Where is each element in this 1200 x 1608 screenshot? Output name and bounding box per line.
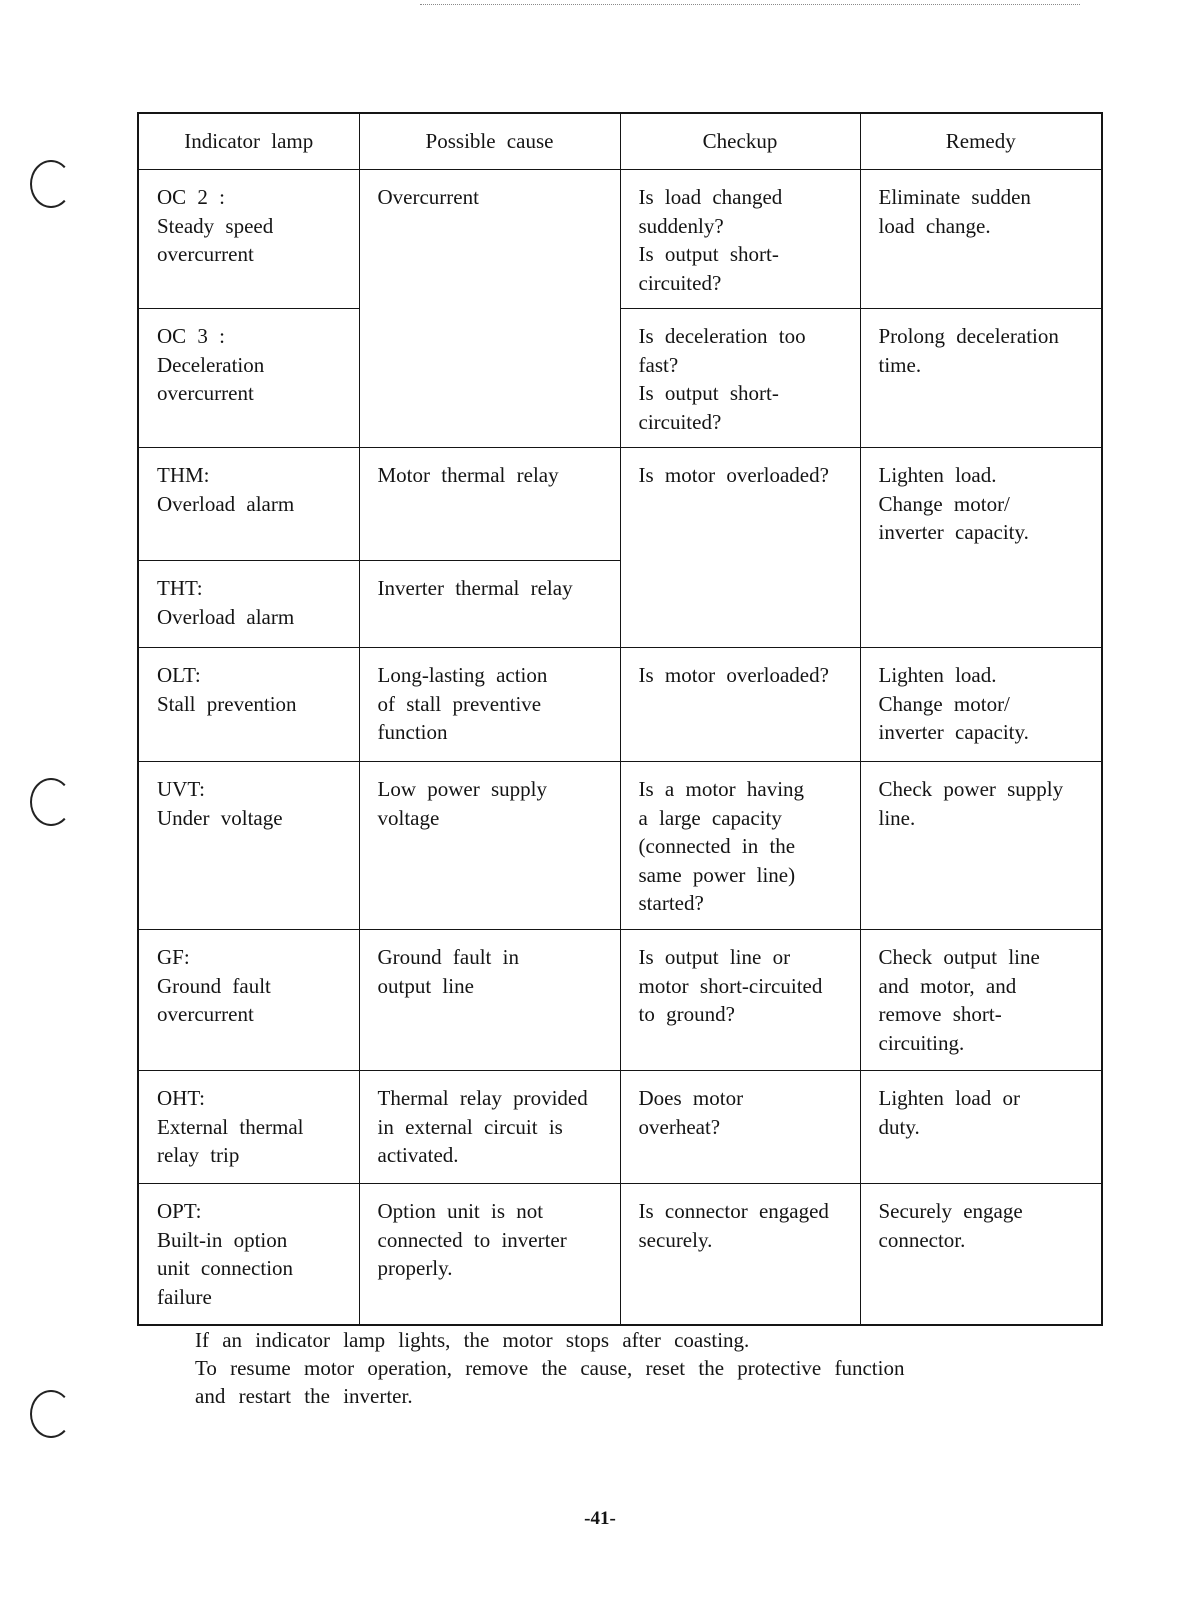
- checkup-text: circuited?: [638, 270, 722, 295]
- remedy-cell: [860, 170, 1102, 309]
- remedy-text: load change.: [878, 213, 991, 238]
- checkup-text: motor short-circuited: [638, 973, 823, 998]
- remedy-text: Lighten load.: [878, 463, 997, 487]
- lamp-code: OC 2 :: [157, 185, 226, 209]
- lamp-cell: [138, 309, 359, 448]
- remedy-cell: [860, 1184, 1102, 1326]
- remedy-text: Prolong deceleration: [878, 324, 1059, 348]
- troubleshooting-table: [137, 112, 1103, 1326]
- cause-text: Motor thermal relay: [377, 463, 559, 487]
- checkup-text: Is load changed: [638, 185, 783, 209]
- checkup-text: Is deceleration too: [638, 324, 806, 348]
- checkup-text: a large capacity: [638, 805, 782, 830]
- lamp-text: Overload alarm: [157, 491, 295, 516]
- cause-text: in external circuit is: [377, 1114, 563, 1139]
- remedy-cell: [860, 762, 1102, 930]
- cause-text: Low power supply: [377, 777, 547, 801]
- table-row: [138, 648, 1102, 762]
- header-checkup: Checkup: [620, 113, 860, 170]
- remedy-text: circuiting.: [878, 1030, 965, 1055]
- lamp-cell: [138, 762, 359, 930]
- checkup-text: overheat?: [638, 1114, 721, 1139]
- remedy-text: Change motor/: [878, 691, 1010, 716]
- lamp-text: Ground fault: [157, 973, 271, 998]
- lamp-cell: [138, 170, 359, 309]
- cause-text: function: [377, 720, 448, 744]
- note-line: and restart the inverter.: [195, 1384, 413, 1408]
- cause-cell: [359, 648, 620, 762]
- checkup-cell: [620, 762, 860, 930]
- checkup-cell: [620, 1071, 860, 1184]
- lamp-text: External thermal: [157, 1114, 304, 1139]
- note-line: To resume motor operation, remove the cause, reset the protective function: [195, 1356, 905, 1380]
- remedy-text: inverter capacity.: [878, 520, 1029, 544]
- punch-hole-middle: [30, 778, 72, 826]
- cause-cell: [359, 1071, 620, 1184]
- lamp-text: Steady speed: [157, 213, 274, 238]
- table-row: [138, 170, 1102, 309]
- lamp-text: overcurrent: [157, 242, 254, 266]
- lamp-code: THT:: [157, 576, 203, 600]
- lamp-text: Overload alarm: [157, 604, 295, 629]
- scan-top-rule: [420, 4, 1080, 5]
- footer-note: [195, 1326, 904, 1410]
- lamp-text: failure: [157, 1284, 212, 1309]
- checkup-cell: [620, 309, 860, 448]
- checkup-cell: [620, 648, 860, 762]
- cause-text: of stall preventive: [377, 691, 542, 716]
- checkup-text: started?: [638, 891, 704, 915]
- lamp-code: UVT:: [157, 777, 205, 801]
- remedy-text: inverter capacity.: [878, 720, 1029, 744]
- cause-text: connected to inverter: [377, 1227, 567, 1252]
- table-row: [138, 762, 1102, 930]
- remedy-text: Eliminate sudden: [878, 185, 1031, 209]
- lamp-cell: [138, 448, 359, 561]
- remedy-text: time.: [878, 352, 922, 377]
- cause-text: Ground fault in: [377, 945, 519, 969]
- table-row: [138, 930, 1102, 1071]
- table-row: [138, 1184, 1102, 1326]
- lamp-code: OLT:: [157, 663, 201, 687]
- remedy-cell: [860, 1071, 1102, 1184]
- lamp-text: Stall prevention: [157, 691, 297, 716]
- remedy-cell: [860, 930, 1102, 1071]
- remedy-text: remove short-: [878, 1002, 1002, 1026]
- lamp-code: OPT:: [157, 1199, 202, 1223]
- lamp-text: Deceleration: [157, 352, 265, 377]
- checkup-text: securely.: [638, 1227, 713, 1252]
- remedy-text: Lighten load.: [878, 663, 997, 687]
- header-indicator-lamp: Indicator lamp: [138, 113, 359, 170]
- remedy-text: line.: [878, 805, 916, 830]
- cause-cell: [359, 930, 620, 1071]
- header-remedy: Remedy: [860, 113, 1102, 170]
- table-row: [138, 448, 1102, 561]
- checkup-cell: [620, 448, 860, 648]
- remedy-text: Check output line: [878, 945, 1040, 969]
- cause-text: Overcurrent: [377, 185, 479, 209]
- remedy-text: connector.: [878, 1227, 966, 1252]
- remedy-cell: [860, 448, 1102, 648]
- checkup-text: Is motor overloaded?: [638, 463, 829, 487]
- cause-cell: [359, 170, 620, 448]
- cause-cell: [359, 561, 620, 648]
- cause-text: Inverter thermal relay: [377, 576, 573, 600]
- checkup-text: suddenly?: [638, 213, 724, 238]
- table-row: [138, 309, 1102, 448]
- cause-text: activated.: [377, 1143, 459, 1167]
- lamp-text: overcurrent: [157, 381, 254, 405]
- lamp-code: THM:: [157, 463, 210, 487]
- lamp-code: OC 3 :: [157, 324, 226, 348]
- punch-hole-bottom: [30, 1390, 72, 1438]
- remedy-cell: [860, 648, 1102, 762]
- table-header-row: [138, 113, 1102, 170]
- cause-text: Thermal relay provided: [377, 1086, 588, 1110]
- lamp-text: unit connection: [157, 1256, 294, 1280]
- checkup-text: Is motor overloaded?: [638, 663, 829, 687]
- cause-cell: [359, 762, 620, 930]
- checkup-text: Is a motor having: [638, 777, 805, 801]
- page-number: -41-: [584, 1508, 616, 1529]
- cause-cell: [359, 1184, 620, 1326]
- note-line: If an indicator lamp lights, the motor stops after coasting.: [195, 1328, 750, 1352]
- checkup-text: Is output short-: [638, 381, 779, 405]
- lamp-cell: [138, 1184, 359, 1326]
- checkup-text: Does motor: [638, 1086, 744, 1110]
- remedy-text: Check power supply: [878, 777, 1064, 801]
- cause-text: properly.: [377, 1256, 453, 1280]
- checkup-text: Is output line or: [638, 945, 791, 969]
- lamp-cell: [138, 648, 359, 762]
- remedy-cell: [860, 309, 1102, 448]
- lamp-text: overcurrent: [157, 1002, 254, 1026]
- cause-text: output line: [377, 973, 474, 998]
- checkup-text: Is output short-: [638, 242, 779, 266]
- checkup-text: Is connector engaged: [638, 1199, 829, 1223]
- remedy-text: and motor, and: [878, 973, 1017, 998]
- cause-text: Option unit is not: [377, 1199, 544, 1223]
- remedy-text: Lighten load or: [878, 1086, 1020, 1110]
- checkup-text: circuited?: [638, 409, 722, 434]
- lamp-code: OHT:: [157, 1086, 205, 1110]
- checkup-text: same power line): [638, 862, 796, 887]
- lamp-cell: [138, 1071, 359, 1184]
- checkup-text: to ground?: [638, 1002, 735, 1026]
- remedy-text: Change motor/: [878, 491, 1010, 516]
- punch-hole-top: [30, 160, 72, 208]
- checkup-cell: [620, 1184, 860, 1326]
- remedy-text: duty.: [878, 1114, 920, 1139]
- remedy-text: Securely engage: [878, 1199, 1023, 1223]
- header-possible-cause: Possible cause: [359, 113, 620, 170]
- lamp-text: relay trip: [157, 1143, 240, 1167]
- checkup-cell: [620, 930, 860, 1071]
- checkup-text: fast?: [638, 352, 679, 377]
- table-row: [138, 1071, 1102, 1184]
- checkup-cell: [620, 170, 860, 309]
- lamp-code: GF:: [157, 945, 190, 969]
- lamp-text: Under voltage: [157, 805, 283, 830]
- cause-text: Long-lasting action: [377, 663, 548, 687]
- cause-text: voltage: [377, 805, 440, 830]
- lamp-cell: [138, 930, 359, 1071]
- lamp-text: Built-in option: [157, 1227, 288, 1252]
- cause-cell: [359, 448, 620, 561]
- lamp-cell: [138, 561, 359, 648]
- checkup-text: (connected in the: [638, 834, 796, 858]
